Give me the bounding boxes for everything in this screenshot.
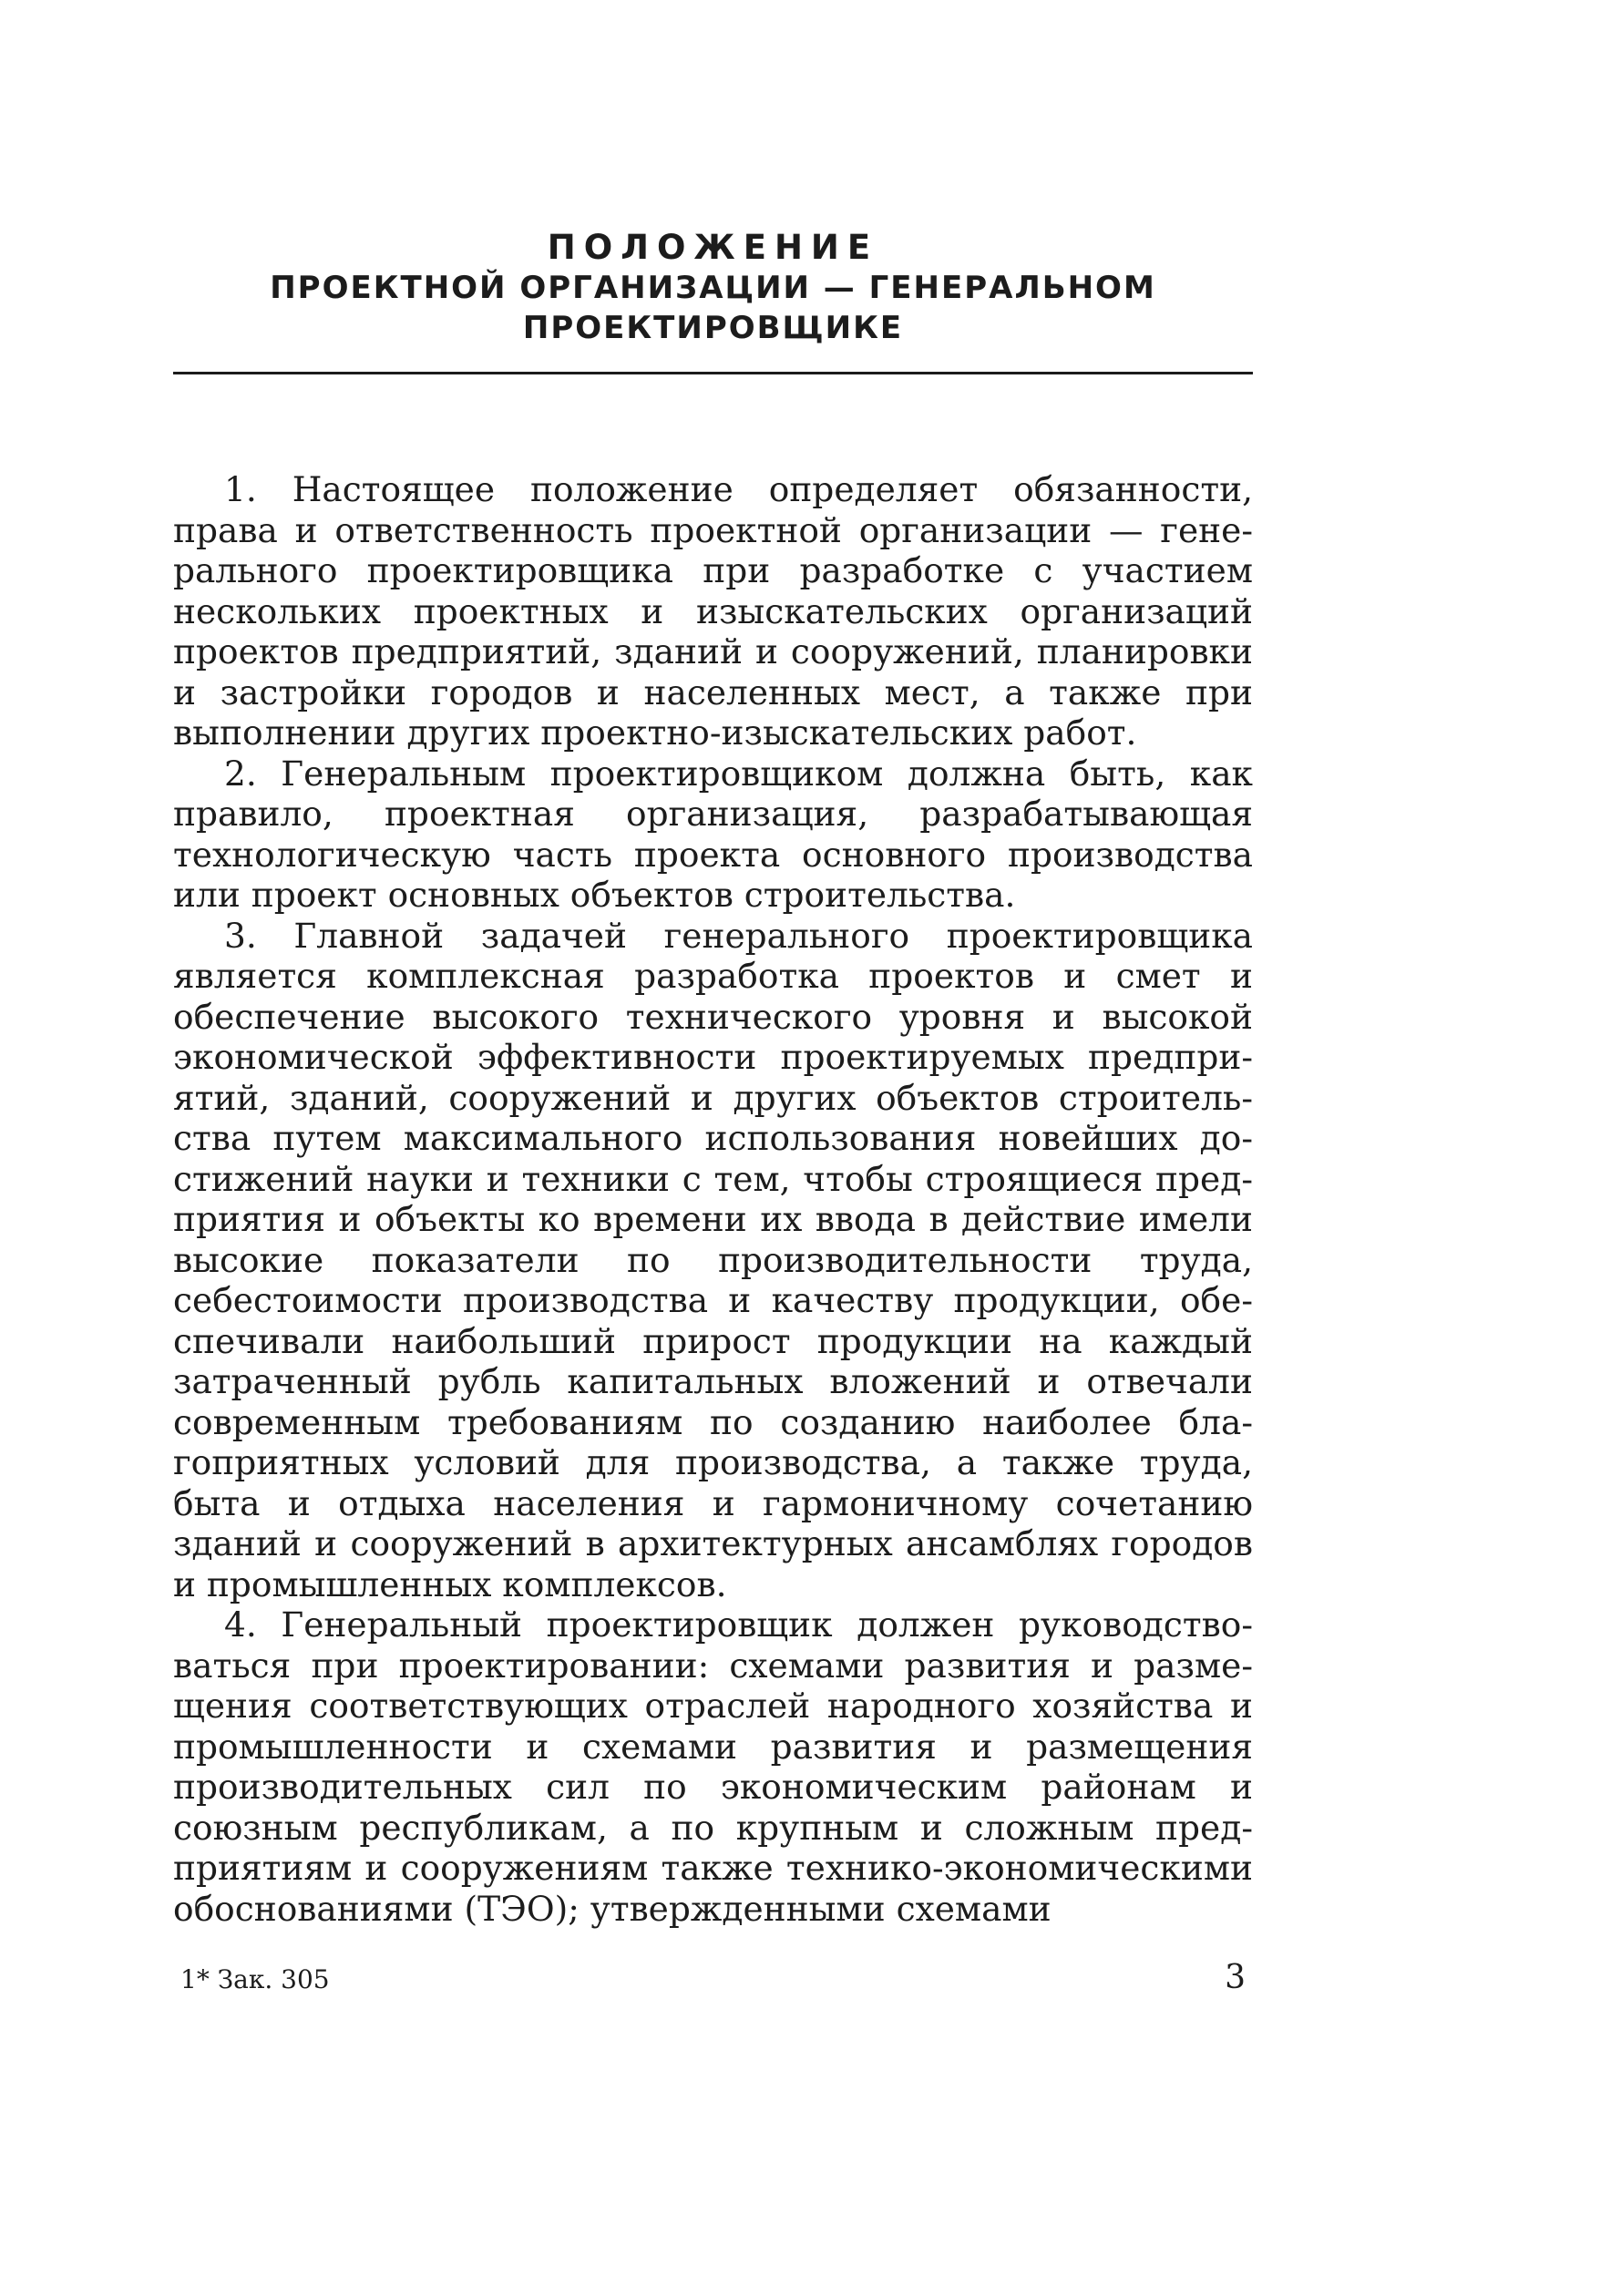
document-heading: [173, 228, 1253, 348]
body-text: [173, 469, 1253, 1929]
paragraph-3: 3. Главной задачей генерального проектировщика является комплексная разработка проектов и смет и обеспечение высокого технического уровня и высокой экономической эффективности проектируемых предприятий, зданий, сооружений и других объектов строительства путем максимального использования новейших достижений науки и техники с тем, чтобы строящиеся предприятия и объекты ко времени их ввода в действие имели высокие показатели по производительности труда, себестоимости производства и качеству продукции, обеспечивали наибольший прирост продукции на каждый затраченный рубль капитальных вложений и отвечали современным требованиям по созданию наиболее благоприятных условий для производства, а также труда, быта и отдыха населения и гармоничному сочетанию зданий и сооружений в архитектурных ансамблях городов и промышленных комплексов.: [173, 915, 1253, 1604]
heading-line-3: ПРОЕКТИРОВЩИКЕ: [522, 310, 904, 346]
heading-line-1: ПОЛОЖЕНИЕ: [547, 228, 879, 267]
paragraph-1: 1. Настоящее положение определяет обязанности, права и ответственность проектной организации — генерального проектировщика при разработке с участием нескольких проектных и изыскательских организаций проектов предприятий, зданий и сооружений, планировки и застройки городов и населенных мест, а также при выполнении других проектно-изыскательских работ.: [173, 469, 1253, 753]
heading-line-2: ПРОЕКТНОЙ ОРГАНИЗАЦИИ — ГЕНЕРАЛЬНОМ: [270, 270, 1156, 306]
paragraph-2: 2. Генеральным проектировщиком должна быть, как правило, проектная организация, разрабатывающая технологическую часть проекта основного производства или проект основных объектов строительства.: [173, 753, 1253, 915]
page-number: 3: [1225, 1959, 1246, 1996]
heading-rule: [173, 372, 1253, 374]
page-footer: [173, 1959, 1253, 1996]
document-page: [173, 228, 1253, 1996]
printer-signature: 1* Зак. 305: [180, 1964, 330, 1994]
paragraph-4: 4. Генеральный проектировщик должен руководствоваться при проектировании: схемами развития и размещения соответствующих отраслей народного хозяйства и промышленности и схемами развития и размещения производительных сил по экономическим районам и союзным республикам, а по крупным и сложным предприятиям и сооружениям также технико-экономическими обоснованиями (ТЭО); утвержденными схемами: [173, 1604, 1253, 1929]
